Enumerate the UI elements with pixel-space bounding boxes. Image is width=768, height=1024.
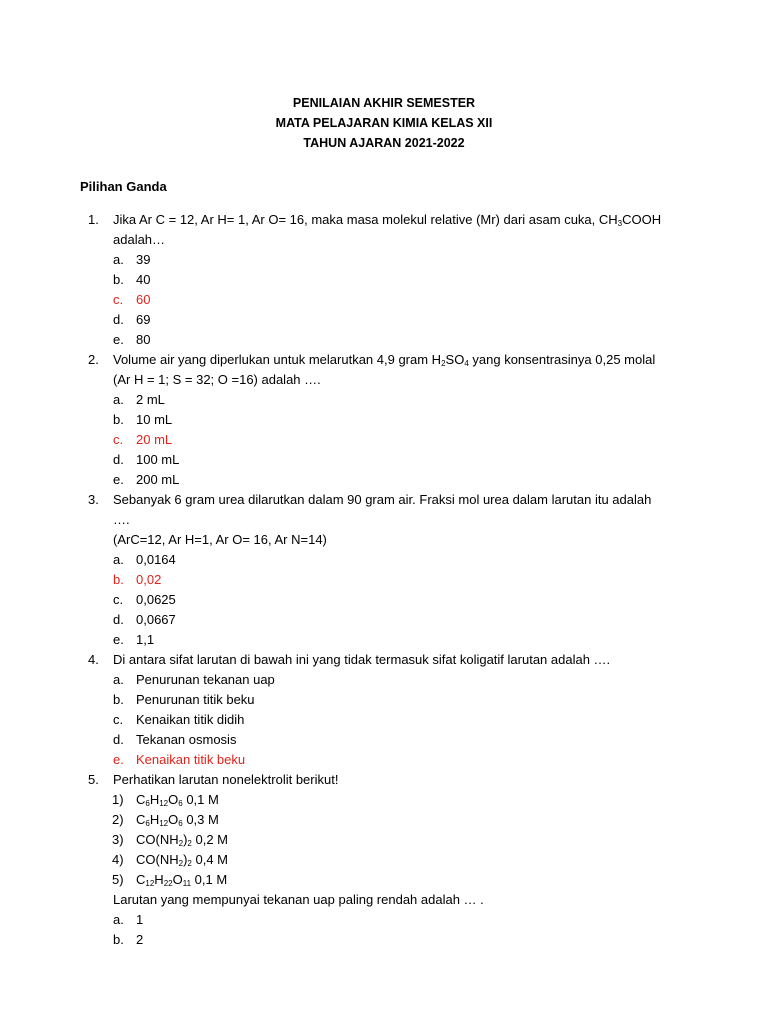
question-4 — [80, 650, 670, 770]
question-text: Di antara sifat larutan di bawah ini yang tidak termasuk sifat koligatif larutan adalah …. — [113, 652, 611, 667]
concentration: 0,1 M — [191, 872, 228, 887]
option-b — [113, 930, 670, 950]
option-label: e. — [113, 332, 124, 347]
formula: CO(NH — [136, 852, 179, 867]
question-3 — [80, 490, 670, 650]
option-text: Penurunan tekanan uap — [136, 672, 275, 687]
option-label: b. — [113, 272, 124, 287]
question-text-part: Jika Ar C = 12, Ar H= 1, Ar O= 16, maka masa molekul relative (Mr) dari asam cuka, CH — [113, 212, 618, 227]
question-text — [113, 210, 670, 250]
statement-1 — [113, 790, 670, 810]
statement-4 — [113, 850, 670, 870]
subscript: 2 — [178, 839, 184, 848]
option-text: 2 — [136, 932, 144, 947]
question-number: 3. — [88, 492, 99, 507]
option-b — [113, 690, 670, 710]
question-list — [80, 210, 670, 950]
option-b — [113, 270, 670, 290]
option-text: 2 mL — [136, 392, 165, 407]
option-label: e. — [113, 472, 124, 487]
option-text: Penurunan titik beku — [136, 692, 255, 707]
statement-label: 1) — [112, 792, 124, 807]
option-label: a. — [113, 672, 124, 687]
option-label: b. — [113, 692, 124, 707]
option-text: 10 mL — [136, 412, 173, 427]
question-text-line-2: (ArC=12, Ar H=1, Ar O= 16, Ar N=14) — [113, 532, 327, 547]
question-2 — [80, 350, 670, 490]
option-text: 39 — [136, 252, 151, 267]
subscript: 12 — [159, 819, 169, 828]
statement-2 — [113, 810, 670, 830]
formula: O — [168, 812, 179, 827]
option-c — [113, 710, 670, 730]
subscript: 4 — [464, 359, 469, 368]
option-d — [113, 310, 670, 330]
option-label: e. — [113, 632, 124, 647]
formula: C — [136, 872, 146, 887]
question-number: 2. — [88, 352, 99, 367]
header-line-3: TAHUN AJARAN 2021-2022 — [303, 136, 465, 150]
option-text: 40 — [136, 272, 151, 287]
question-number: 5. — [88, 772, 99, 787]
option-label: b. — [113, 932, 124, 947]
subscript: 6 — [178, 799, 183, 808]
subscript: 2 — [441, 359, 446, 368]
concentration: 0,1 M — [182, 792, 219, 807]
formula: H — [149, 792, 160, 807]
option-a — [113, 390, 670, 410]
option-text: 1,1 — [136, 632, 155, 647]
option-c-correct — [113, 290, 670, 310]
question-text-part: SO — [445, 352, 465, 367]
subscript: 22 — [163, 879, 173, 888]
statement-label: 4) — [112, 852, 124, 867]
option-text: 0,0164 — [136, 552, 176, 567]
question-text: Sebanyak 6 gram urea dilarutkan dalam 90 gram air. Fraksi mol urea dalam larutan itu adalah …. — [113, 492, 652, 527]
option-text: 0,0667 — [136, 612, 176, 627]
subscript: 2 — [187, 839, 192, 848]
formula: O — [168, 792, 179, 807]
question-text-part: COOH adalah… — [113, 212, 662, 247]
option-e-correct — [113, 750, 670, 770]
formula: H — [149, 812, 160, 827]
option-c — [113, 590, 670, 610]
question-5 — [80, 770, 670, 950]
option-d — [113, 610, 670, 630]
formula: H — [154, 872, 164, 887]
statement-3 — [113, 830, 670, 850]
option-d — [113, 730, 670, 750]
question-text-part: yang konsentrasinya 0,25 molal (Ar H = 1; S = 32; O =16) adalah …. — [113, 352, 656, 387]
option-text: Kenaikan titik beku — [136, 752, 246, 767]
option-label: a. — [113, 252, 124, 267]
option-label: b. — [113, 412, 124, 427]
option-e — [113, 630, 670, 650]
statement-5 — [113, 870, 670, 890]
question-text — [113, 350, 670, 390]
option-label: a. — [113, 552, 124, 567]
option-label: c. — [113, 712, 124, 727]
statement-label: 3) — [112, 832, 124, 847]
option-e — [113, 330, 670, 350]
question-number: 4. — [88, 652, 99, 667]
subscript: 3 — [617, 219, 623, 228]
header-line-1: PENILAIAN AKHIR SEMESTER — [292, 96, 476, 110]
option-text: 20 mL — [136, 432, 173, 447]
subscript: 2 — [187, 859, 192, 868]
formula: ) — [183, 852, 188, 867]
option-label: c. — [113, 292, 124, 307]
subscript: 12 — [145, 879, 155, 888]
option-label: b. — [113, 572, 124, 587]
subscript: 2 — [178, 859, 184, 868]
header-line-2: MATA PELAJARAN KIMIA KELAS XII — [275, 116, 493, 130]
option-text: 0,02 — [136, 572, 162, 587]
statement-label: 2) — [112, 812, 124, 827]
question-number: 1. — [88, 212, 99, 227]
question-text-line-2: Larutan yang mempunyai tekanan uap paling rendah adalah … . — [113, 892, 484, 907]
formula: C — [136, 812, 146, 827]
option-c-correct — [113, 430, 670, 450]
concentration: 0,3 M — [182, 812, 219, 827]
option-text: 200 mL — [136, 472, 180, 487]
option-a — [113, 550, 670, 570]
option-text: 100 mL — [136, 452, 180, 467]
concentration: 0,4 M — [191, 852, 228, 867]
option-label: c. — [113, 592, 124, 607]
option-label: d. — [113, 452, 124, 467]
section-title: Pilihan Ganda — [80, 179, 167, 194]
option-text: 80 — [136, 332, 151, 347]
formula: C — [136, 792, 146, 807]
subscript: 11 — [182, 879, 192, 888]
option-a — [113, 910, 670, 930]
option-label: e. — [113, 752, 124, 767]
option-text: 60 — [136, 292, 151, 307]
formula: CO(NH — [136, 832, 179, 847]
option-label: d. — [113, 732, 124, 747]
concentration: 0,2 M — [191, 832, 228, 847]
subscript: 6 — [145, 819, 150, 828]
option-b — [113, 410, 670, 430]
document-header — [0, 93, 768, 153]
option-text: Tekanan osmosis — [136, 732, 237, 747]
option-label: a. — [113, 392, 124, 407]
subscript: 6 — [145, 799, 150, 808]
subscript: 6 — [178, 819, 183, 828]
option-a — [113, 670, 670, 690]
option-label: c. — [113, 432, 124, 447]
statement-label: 5) — [112, 872, 124, 887]
option-label: d. — [113, 612, 124, 627]
option-text: Kenaikan titik didih — [136, 712, 245, 727]
question-text-part: Volume air yang diperlukan untuk melarutkan 4,9 gram H — [113, 352, 442, 367]
option-b-correct — [113, 570, 670, 590]
question-text: Perhatikan larutan nonelektrolit berikut! — [113, 772, 339, 787]
option-label: d. — [113, 312, 124, 327]
option-label: a. — [113, 912, 124, 927]
option-text: 1 — [136, 912, 144, 927]
subscript: 12 — [159, 799, 169, 808]
option-text: 0,0625 — [136, 592, 176, 607]
question-1 — [80, 210, 670, 350]
formula: O — [172, 872, 183, 887]
option-text: 69 — [136, 312, 151, 327]
option-e — [113, 470, 670, 490]
option-d — [113, 450, 670, 470]
formula: ) — [183, 832, 188, 847]
option-a — [113, 250, 670, 270]
